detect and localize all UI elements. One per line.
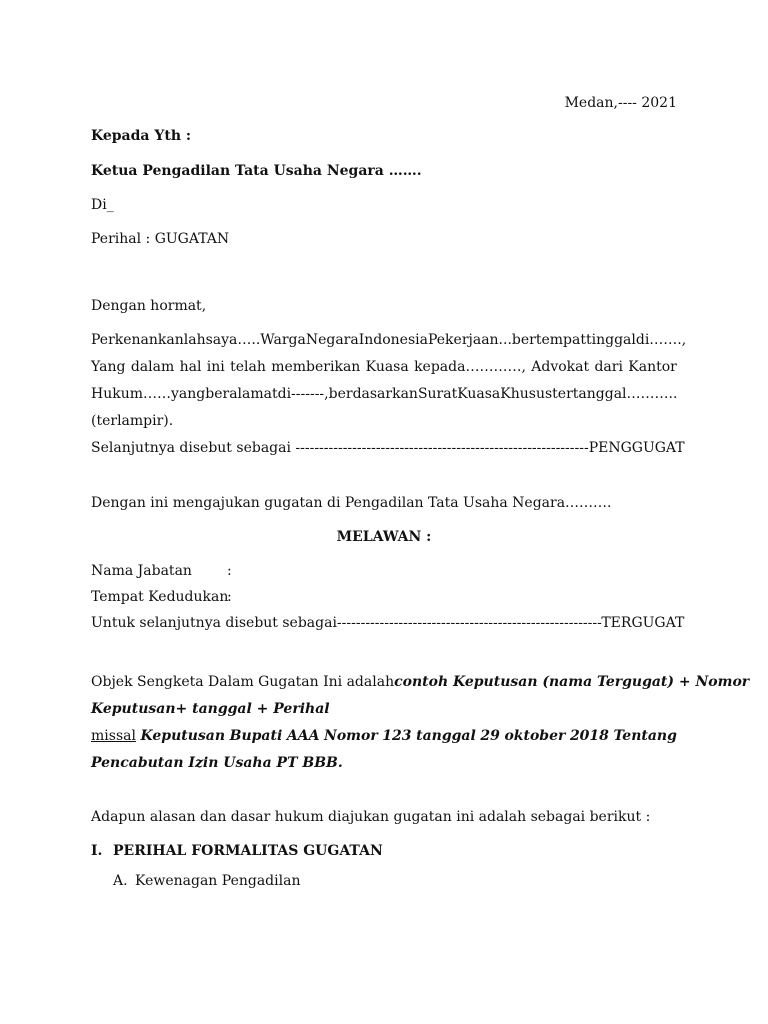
objek-normal-text: Objek Sengketa Dalam Gugatan Ini adalah (91, 674, 395, 690)
word: memberikan (271, 359, 361, 375)
word: saya….. (205, 332, 261, 348)
word: beralamat (205, 386, 278, 402)
greeting: Dengan hormat, (91, 298, 207, 314)
para1-line4: (terlampir). (91, 413, 174, 429)
word: tertanggal……….. (552, 386, 678, 402)
nama-jabatan-row (91, 564, 192, 578)
subsection-title: Kewenagan Pengadilan (135, 873, 301, 889)
para1-line2 (91, 360, 677, 374)
nama-jabatan-label: Nama Jabatan (91, 563, 192, 579)
word: Kuasa (365, 359, 409, 375)
word: yang (171, 386, 206, 402)
missal-word-italic: AAA (286, 728, 320, 744)
word: Pekerjaan... (427, 332, 512, 348)
section-title: PERIHAL FORMALITAS GUGATAN (113, 843, 383, 859)
missal-word-italic: 29 (480, 728, 500, 744)
perihal-line: Perihal : GUGATAN (91, 231, 230, 247)
missal-line1 (91, 729, 677, 743)
missal-word: missal (91, 728, 136, 744)
subsection-heading (113, 873, 301, 889)
mengajukan-line: Dengan ini mengajukan gugatan di Pengadilan Tata Usaha Negara………. (91, 495, 612, 511)
missal-word-italic: Nomor (324, 728, 378, 744)
recipient-di: Di_ (91, 197, 114, 213)
word: di-------, (277, 386, 329, 402)
objek-italic-text: contoh Keputusan (nama Tergugat) + Nomor (394, 674, 750, 690)
word: tinggal (585, 332, 636, 348)
objek-line2: Keputusan+ tanggal + Perihal (91, 701, 330, 717)
missal-word-italic: Bupati (229, 728, 283, 744)
objek-line1 (91, 674, 750, 690)
missal-word-italic: 2018 (569, 728, 609, 744)
para1-line1 (91, 332, 687, 348)
adapun-line: Adapun alasan dan dasar hukum diajukan gugatan ini adalah sebagai berikut : (91, 809, 651, 825)
missal-word-italic: Tentang (613, 728, 677, 744)
melawan-heading: MELAWAN : (336, 529, 432, 545)
word: di……., (635, 332, 687, 348)
word: Surat (417, 386, 458, 402)
word: Advokat (531, 359, 590, 375)
recipient-ketua: Ketua Pengadilan Tata Usaha Negara ……. (91, 163, 422, 179)
word: dari (594, 359, 623, 375)
tergugat-line: Untuk selanjutnya disebut sebagai--------------------------------------------------------TERGUGAT (91, 615, 685, 631)
section-number: I. (91, 843, 103, 859)
missal-word-italic: tanggal (416, 728, 476, 744)
word: Warga (260, 332, 306, 348)
word: kepada…………, (414, 359, 526, 375)
missal-word-italic: oktober (504, 728, 566, 744)
para1-line3 (91, 387, 677, 401)
penggugat-line: Selanjutnya disebut sebagai --------------------------------------------------------------PENGGUGAT (91, 440, 685, 456)
missal-line2: Pencabutan Izin Usaha PT BBB. (91, 755, 343, 771)
word: Hukum…… (91, 386, 172, 402)
place-date: Medan,---- 2021 (564, 95, 677, 111)
recipient-kepada: Kepada Yth : (91, 128, 192, 144)
section-heading (91, 843, 383, 859)
missal-word-italic: Keputusan (140, 728, 226, 744)
word: ini (206, 359, 225, 375)
word: Indonesia (358, 332, 428, 348)
tempat-kedudukan-row (91, 590, 228, 604)
nama-jabatan-colon: : (227, 563, 232, 579)
word: Kantor (628, 359, 677, 375)
word: lah (183, 332, 206, 348)
word: Khusus (500, 386, 553, 402)
word: Kuasa (457, 386, 501, 402)
word: Perkenankan (91, 332, 184, 348)
word: telah (230, 359, 266, 375)
word: Negara (305, 332, 359, 348)
missal-word-italic: 123 (382, 728, 412, 744)
tempat-kedudukan-label: Tempat Kedudukan (91, 589, 229, 605)
subsection-number: A. (113, 873, 128, 889)
word: Yang (91, 359, 126, 375)
word: bertempat (511, 332, 586, 348)
tempat-kedudukan-colon: : (227, 589, 232, 605)
word: dalam (130, 359, 175, 375)
word: hal (179, 359, 202, 375)
word: berdasarkan (328, 386, 418, 402)
